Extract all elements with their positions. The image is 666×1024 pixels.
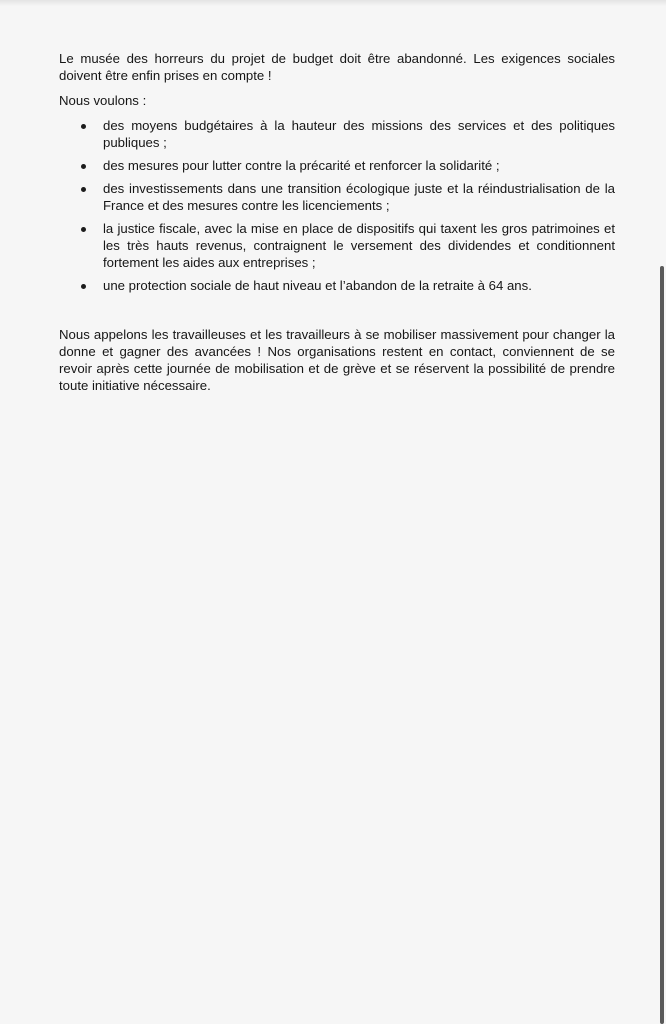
demand-item-precarity: [59, 157, 615, 174]
scrollbar-thumb[interactable]: [660, 266, 664, 1024]
demand-text: une protection sociale de haut niveau et l’abandon de la retraite à 64 ans.: [103, 278, 532, 293]
demand-text: des mesures pour lutter contre la précarité et renforcer la solidarité ;: [103, 158, 500, 173]
demand-item-tax-justice: [59, 220, 615, 271]
demands-lead: Nous voulons :: [59, 93, 147, 108]
bullet-icon: [81, 227, 86, 232]
demand-text: des moyens budgétaires à la hauteur des missions des services et des politiques publiques ;: [103, 118, 615, 150]
demand-item-social-protection: [59, 277, 615, 294]
document-body: [59, 50, 615, 394]
bullet-icon: [81, 187, 86, 192]
demand-item-budget: [59, 117, 615, 151]
closing-paragraph: Nous appelons les travailleuses et les travailleurs à se mobiliser massivement pour changer la donne et gagner des avancées ! Nos organisations restent en contact, conviennent de se revoir après cette journée de mobilisation et de grève et se réservent la possibilité de prendre toute initiative nécessaire.: [59, 327, 615, 393]
demands-list: [59, 117, 615, 294]
bullet-icon: [81, 164, 86, 169]
bullet-icon: [81, 284, 86, 289]
bullet-icon: [81, 124, 86, 129]
demand-item-ecology: [59, 180, 615, 214]
demand-text: la justice fiscale, avec la mise en place de dispositifs qui taxent les gros patrimoines et les très hauts revenus, contraignent le versement des dividendes et conditionnent fortement les aides aux entreprises ;: [103, 221, 615, 270]
intro-paragraph: Le musée des horreurs du projet de budget doit être abandonné. Les exigences sociales doivent être enfin prises en compte !: [59, 51, 615, 83]
demand-text: des investissements dans une transition écologique juste et la réindustrialisation de la France et des mesures contre les licenciements ;: [103, 181, 615, 213]
